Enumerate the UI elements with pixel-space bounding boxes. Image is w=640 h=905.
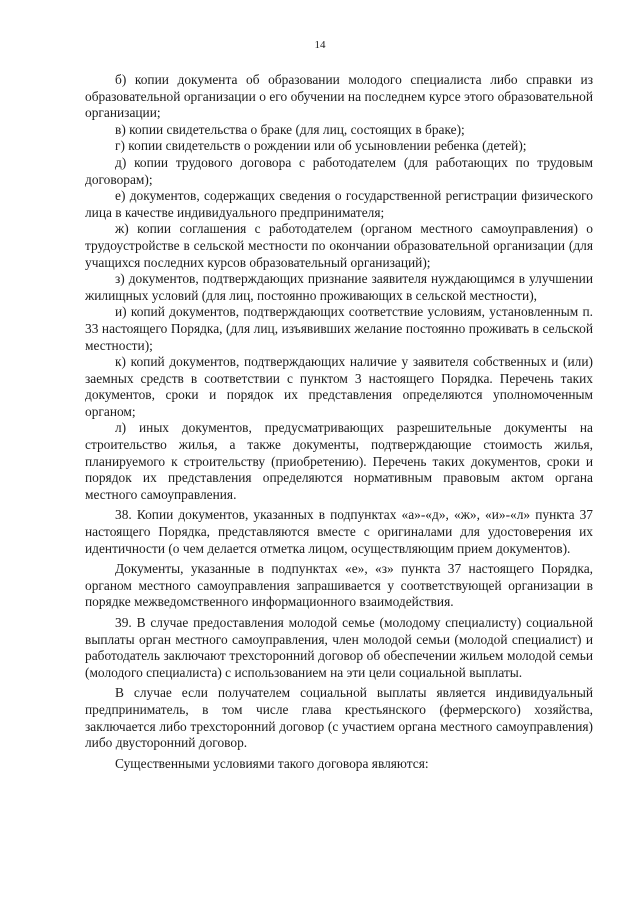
paragraph-z: з) документов, подтверждающих признание заявителя нуждающимся в улучшении жилищных условий (для лиц, постоянно проживающих в сельской местности), (85, 271, 593, 303)
page-number: 14 (314, 39, 326, 51)
paragraph-zh: ж) копии соглашения с работодателем (органом местного самоуправления) о трудоустройстве в сельской местности по окончании образовательной организации (для учащихся последних курсов образовательный организаций); (85, 221, 593, 270)
paragraph-i: и) копий документов, подтверждающих соответствие условиям, установленным п. 33 настоящего Порядка, (для лиц, изъявивших желание постоянно проживать в сельской местности); (85, 304, 593, 353)
paragraph-l: л) иных документов, предусматривающих разрешительные документы на строительство жилья, а также документы, подтверждающие стоимость жилья, планируемого к строительству (приобретению). Перечень таких документов, сроки и порядок их представления определяются нормативным правовым актом органа местного самоуправления. (85, 420, 593, 502)
clause-38: 38. Копии документов, указанных в подпунктах «а»-«д», «ж», «и»-«л» пункта 37 настоящего Порядка, представляются вместе с оригиналами для удостоверения их идентичности (о чем делается отметка лицом, осуществляющим прием документов). (85, 507, 593, 556)
clause-39: 39. В случае предоставления молодой семье (молодому специалисту) социальной выплаты орган местного самоуправления, член молодой семьи (молодой специалист) и работодатель заключают трехсторонний договор об обеспечении жильем молодой семьи (молодого специалиста) с использованием на эти цели социальной выплаты. (85, 615, 593, 680)
paragraph-v: в) копии свидетельства о браке (для лиц, состоящих в браке); (115, 121, 465, 137)
paragraph-d: д) копии трудового договора с работодателем (для работающих по трудовым договорам); (85, 154, 593, 187)
clause-39-entrepreneur: В случае если получателем социальной выплаты является индивидуальный предприниматель, в том числе глава крестьянского (фермерского) хозяйства, заключается либо трехсторонний договор (с участием органа местного самоуправления) либо двусторонний договор. (85, 685, 593, 751)
clause-39-conditions: Существенными условиями такого договора являются: (115, 755, 429, 771)
clause-38-documents: Документы, указанные в подпунктах «е», «з» пункта 37 настоящего Порядка, органом местного самоуправления запрашивается у соответствующей организации в порядке межведомственного информационного взаимодействия. (85, 561, 593, 610)
paragraph-k: к) копий документов, подтверждающих наличие у заявителя собственных и (или) заемных средств в соответствии с пунктом 3 настоящего Порядка. Перечень таких документов, сроки и порядок их представления определяются уполномоченным органом; (85, 354, 593, 419)
paragraph-b: б) копии документа об образовании молодого специалиста либо справки из образовательной организации о его обучении на последнем курсе этого образовательной организации; (85, 72, 593, 121)
body-text (85, 72, 593, 772)
paragraph-g: г) копии свидетельств о рождении или об усыновлении ребенка (детей); (115, 138, 527, 154)
paragraph-e: е) документов, содержащих сведения о государственной регистрации физического лица в качестве индивидуального предпринимателя; (85, 188, 593, 220)
